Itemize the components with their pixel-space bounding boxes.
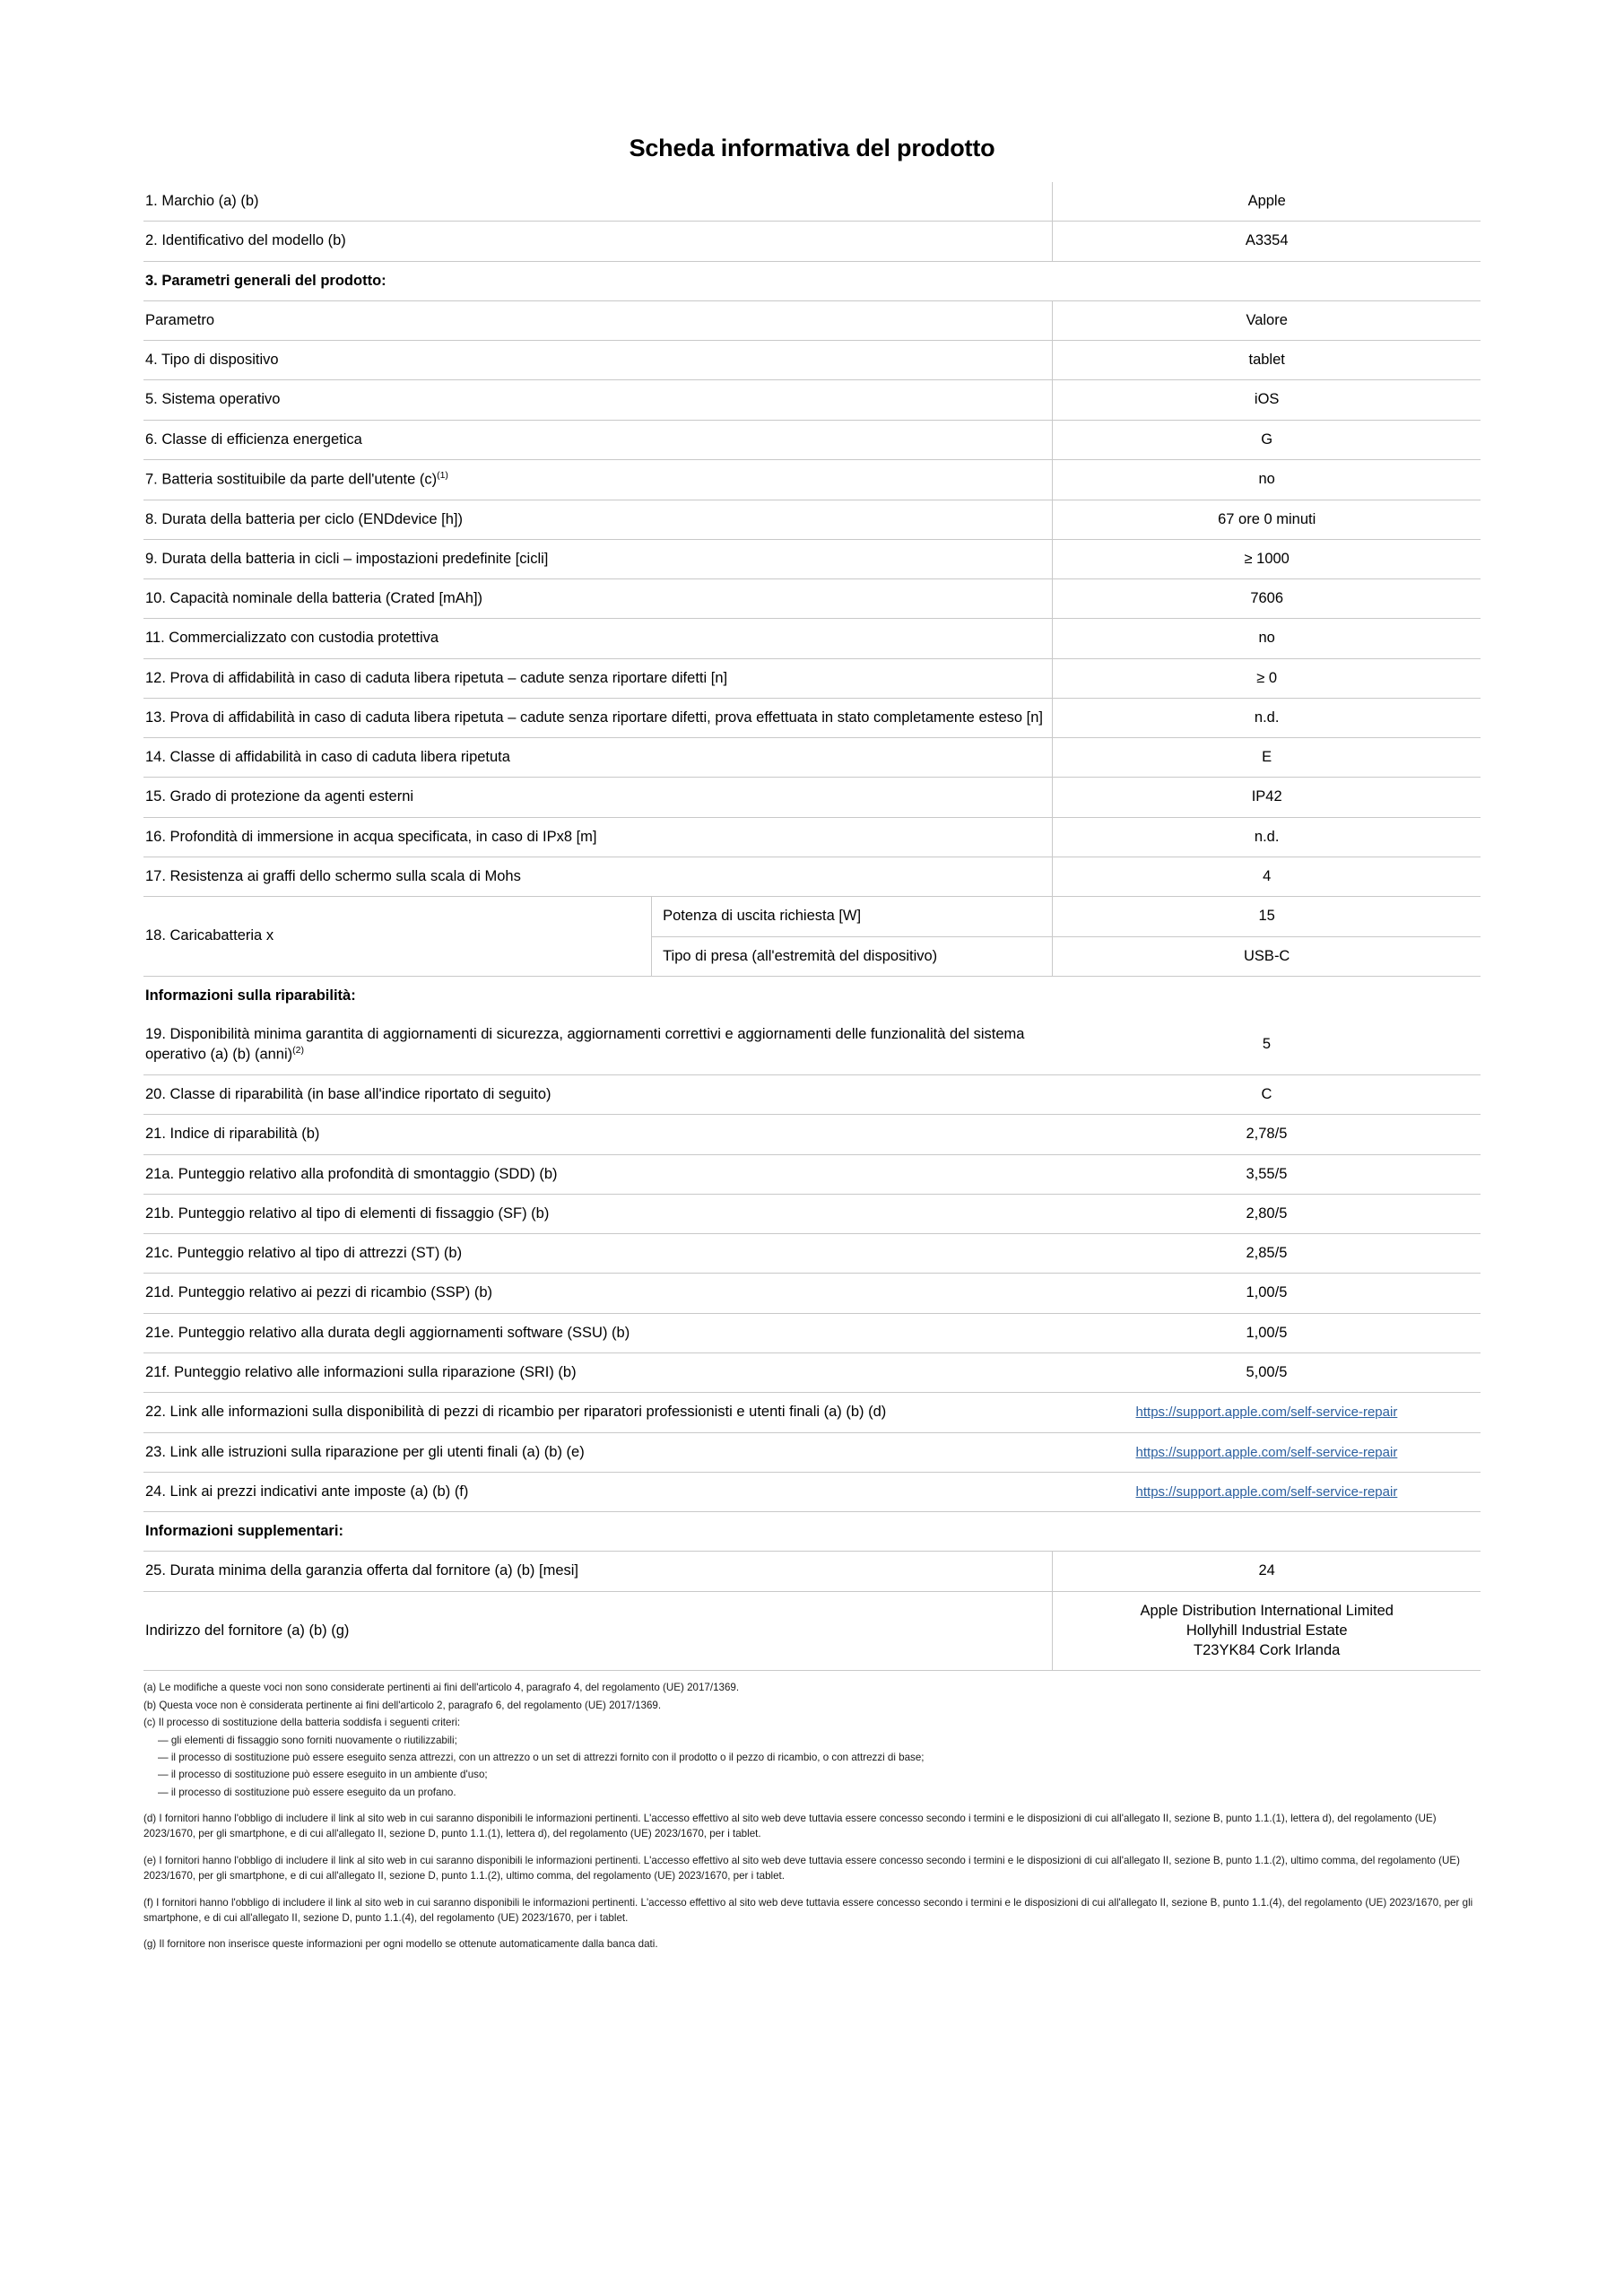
footnote-e: (e) I fornitori hanno l'obbligo di includere il link al sito web in cui saranno disponibili le informazioni pertinenti. L'accesso effettivo al sito web deve tuttavia essere concesso secondo i termini e le disposizioni di cui all'allegato II, sezione B, punto 1.1.(2), ultimo comma, del regolamento (UE) 2023/1670, per gli smartphone, e di cui all'allegato II, sezione D, punto 1.1.(2), ultimo comma, del regolamento (UE) 2023/1670, per i tablet. [143,1854,1461,1883]
row-value: 24 [1053,1552,1481,1591]
section-header-repairability: Informazioni sulla riparabilità: [145,987,356,1004]
row-value: 1,00/5 [1053,1313,1481,1352]
row-value: 5,00/5 [1053,1352,1481,1392]
row-value: 15 [1053,897,1481,936]
footnotes [143,1680,1481,1952]
column-header-parameter: Parametro [143,300,1053,340]
row-label: 5. Sistema operativo [143,380,1053,420]
row-label: 21d. Punteggio relativo ai pezzi di ricambio (SSP) (b) [143,1274,1053,1313]
footnote-d: (d) I fornitori hanno l'obbligo di includere il link al sito web in cui saranno disponibili le informazioni pertinenti. L'accesso effettivo al sito web deve tuttavia essere concesso secondo i termini e le disposizioni di cui all'allegato II, sezione B, punto 1.1.(1), lettera d), del regolamento (UE) 2023/1670, per gli smartphone, e di cui all'allegato II, sezione D, punto 1.1.(1), lettera d), del regolamento (UE) 2023/1670, per i tablet. [143,1813,1437,1840]
row-value: ≥ 0 [1053,658,1481,698]
footnote-c-item-2: — il processo di sostituzione può essere eseguito senza attrezzi, con un attrezzo o un set di attrezzi fornito con il prodotto o il pezzo di ricambio, o con attrezzi di base; [158,1751,925,1763]
row-label: 21e. Punteggio relativo alla durata degli aggiornamenti software (SSU) (b) [143,1313,1053,1352]
page-title: Scheda informativa del prodotto [629,135,995,161]
row-label: 12. Prova di affidabilità in caso di caduta libera ripetuta – cadute senza riportare difetti [n] [143,658,1053,698]
supplier-address-line-1: Apple Distribution International Limited [1140,1602,1394,1619]
row-value: G [1053,420,1481,459]
row-value: 7606 [1053,579,1481,619]
row-value: 2,78/5 [1053,1115,1481,1154]
supplier-address [1053,1591,1481,1671]
row-value: 5 [1053,1015,1481,1075]
column-header-value: Valore [1053,300,1481,340]
footnote-c-item-4: — il processo di sostituzione può essere eseguito da un profano. [158,1786,456,1798]
row-value: Apple [1053,182,1481,222]
table-row [143,1075,1481,1115]
footnote-c: (c) Il processo di sostituzione della batteria soddisfa i seguenti criteri: [143,1717,461,1729]
row-label: 25. Durata minima della garanzia offerta dal fornitore (a) (b) [mesi] [143,1552,1053,1591]
supplier-address-row [143,1591,1481,1671]
table-row [143,420,1481,459]
table-row [143,579,1481,619]
row-label: 20. Classe di riparabilità (in base all'indice riportato di seguito) [143,1075,1053,1115]
table-row [143,897,1481,936]
footnote-b: (b) Questa voce non è considerata pertinente ai fini dell'articolo 2, paragrafo 6, del regolamento (UE) 2017/1369. [143,1699,662,1711]
table-row [143,1154,1481,1194]
table-row [143,1194,1481,1233]
table-row [143,1015,1481,1075]
row-value: 1,00/5 [1053,1274,1481,1313]
footnote-marker: (2) [292,1045,304,1057]
table-row [143,1552,1481,1591]
table-row [143,539,1481,578]
row-value: A3354 [1053,222,1481,261]
row-value: IP42 [1053,778,1481,817]
row-label: 4. Tipo di dispositivo [143,341,1053,380]
footnote-marker: (1) [437,469,448,481]
row-value: n.d. [1053,817,1481,857]
row-label: 15. Grado di protezione da agenti esterni [143,778,1053,817]
table-row [143,698,1481,737]
row-label: 2. Identificativo del modello (b) [143,222,1053,261]
row-label: 8. Durata della batteria per ciclo (ENDdevice [h]) [143,500,1053,539]
row-label: 23. Link alle istruzioni sulla riparazione per gli utenti finali (a) (b) (e) [143,1432,1053,1472]
table-row [143,459,1481,500]
row-value: tablet [1053,341,1481,380]
indicative-prices-link[interactable]: https://support.apple.com/self-service-repair [1135,1483,1398,1500]
row-value: ≥ 1000 [1053,539,1481,578]
table-row [143,1274,1481,1313]
table-row [143,658,1481,698]
table-row [143,1432,1481,1472]
row-label: 6. Classe di efficienza energetica [143,420,1053,459]
table-column-headers [143,300,1481,340]
row-label: 11. Commercializzato con custodia protettiva [143,619,1053,658]
row-label: 21c. Punteggio relativo al tipo di attrezzi (ST) (b) [143,1234,1053,1274]
row-value: 4 [1053,857,1481,897]
table-row [143,738,1481,778]
row-label: 18. Caricabatteria x [143,897,652,977]
row-value: USB-C [1053,936,1481,976]
row-value: 2,80/5 [1053,1194,1481,1233]
table-row [143,1115,1481,1154]
row-label: 22. Link alle informazioni sulla disponibilità di pezzi di ricambio per riparatori professionisti e utenti finali (a) (b) (d) [143,1393,1053,1432]
row-label: 10. Capacità nominale della batteria (Crated [mAh]) [143,579,1053,619]
section-header-supplementary: Informazioni supplementari: [143,1512,1481,1552]
product-data-table [143,182,1481,1671]
row-value: no [1053,459,1481,500]
table-row [143,1393,1481,1432]
table-row [143,380,1481,420]
row-label: 19. Disponibilità minima garantita di aggiornamenti di sicurezza, aggiornamenti correttivi e aggiornamenti delle funzionalità del sistema operativo (a) (b) (anni) [145,1026,1025,1063]
repair-instructions-link[interactable]: https://support.apple.com/self-service-repair [1135,1444,1398,1460]
table-row [143,1313,1481,1352]
table-row [143,222,1481,261]
spare-parts-link[interactable]: https://support.apple.com/self-service-repair [1135,1405,1398,1421]
footnote-g: (g) Il fornitore non inserisce queste informazioni per ogni modello se ottenute automaticamente dalla banca dati. [143,1938,658,1951]
row-value: n.d. [1053,698,1481,737]
charger-sub-label: Tipo di presa (all'estremità del dispositivo) [652,936,1053,976]
table-row [143,1352,1481,1392]
footnote-c-item-3: — il processo di sostituzione può essere eseguito in un ambiente d'uso; [158,1769,488,1781]
table-row [143,619,1481,658]
row-value: iOS [1053,380,1481,420]
row-label: 14. Classe di affidabilità in caso di caduta libera ripetuta [143,738,1053,778]
row-label: 21f. Punteggio relativo alle informazioni sulla riparazione (SRI) (b) [143,1352,1053,1392]
supplier-address-line-3: T23YK84 Cork Irlanda [1194,1642,1341,1659]
row-value: 3,55/5 [1053,1154,1481,1194]
table-row [143,1234,1481,1274]
footnote-a: (a) Le modifiche a queste voci non sono considerate pertinenti ai fini dell'articolo 4, paragrafo 4, del regolamento (UE) 2017/1369. [143,1682,740,1694]
row-label: 24. Link ai prezzi indicativi ante imposte (a) (b) (f) [143,1472,1053,1511]
table-row [143,778,1481,817]
charger-sub-label: Potenza di uscita richiesta [W] [652,897,1053,936]
row-label: 21b. Punteggio relativo al tipo di elementi di fissaggio (SF) (b) [143,1194,1053,1233]
row-label: 13. Prova di affidabilità in caso di caduta libera ripetuta – cadute senza riportare difetti, prova effettuata in stato completamente esteso [n] [143,698,1053,737]
row-value: C [1053,1075,1481,1115]
row-label: 17. Resistenza ai graffi dello schermo sulla scala di Mohs [143,857,1053,897]
footnote-f: (f) I fornitori hanno l'obbligo di includere il link al sito web in cui saranno disponibili le informazioni pertinenti. L'accesso effettivo al sito web deve tuttavia essere concesso secondo i termini e le disposizioni di cui all'allegato II, sezione B, punto 1.1.(4), del regolamento (UE) 2023/1670, per gli smartphone, e di cui all'allegato II, sezione D, punto 1.1.(4), del regolamento (UE) 2023/1670, per i tablet. [143,1896,1473,1925]
supplier-address-line-2: Hollyhill Industrial Estate [1185,1622,1348,1639]
row-label: 21. Indice di riparabilità (b) [143,1115,1053,1154]
row-label: 16. Profondità di immersione in acqua specificata, in caso di IPx8 [m] [143,817,1053,857]
table-row [143,182,1481,222]
row-label: 1. Marchio (a) (b) [143,182,1053,222]
table-row [143,341,1481,380]
row-label: 9. Durata della batteria in cicli – impostazioni predefinite [cicli] [143,539,1053,578]
row-value: no [1053,619,1481,658]
row-label: 7. Batteria sostituibile da parte dell'utente (c) [145,471,438,488]
row-label: Indirizzo del fornitore (a) (b) (g) [143,1591,1053,1671]
table-row [143,1472,1481,1511]
table-row [143,500,1481,539]
row-label: 21a. Punteggio relativo alla profondità di smontaggio (SDD) (b) [143,1154,1053,1194]
table-row [143,857,1481,897]
row-value: E [1053,738,1481,778]
section-header-general: 3. Parametri generali del prodotto: [143,261,1481,300]
row-value: 67 ore 0 minuti [1053,500,1481,539]
row-value: 2,85/5 [1053,1234,1481,1274]
table-row [143,817,1481,857]
footnote-c-item-1: — gli elementi di fissaggio sono forniti nuovamente o riutilizzabili; [158,1734,457,1746]
